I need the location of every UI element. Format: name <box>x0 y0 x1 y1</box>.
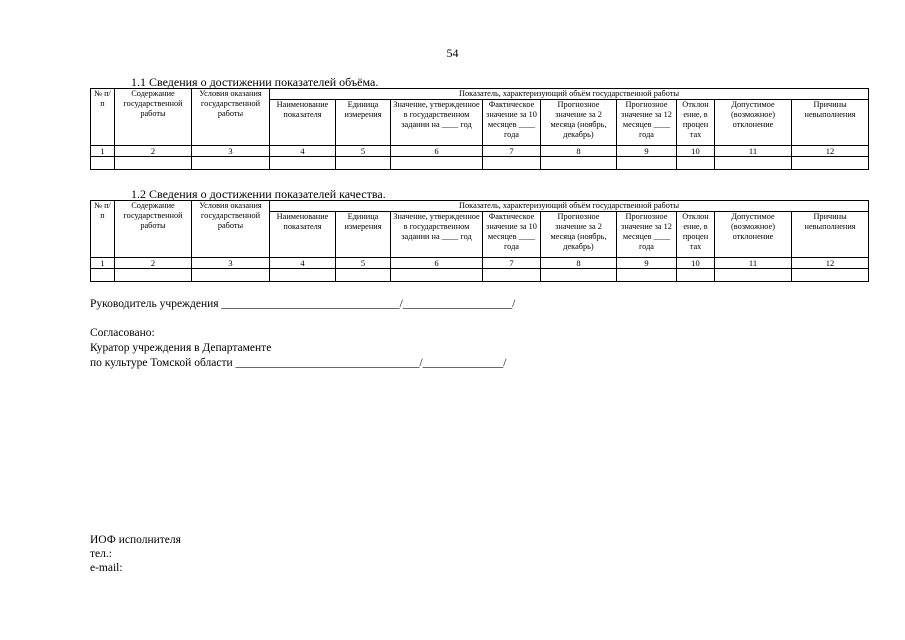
header-indicator-name: Наименование показателя <box>270 212 336 258</box>
column-number: 2 <box>115 258 192 269</box>
column-number: 7 <box>483 258 541 269</box>
column-number: 11 <box>715 146 792 157</box>
header-unit: Единица измерения <box>336 212 391 258</box>
volume-indicators-table <box>90 88 869 170</box>
column-number: 6 <box>391 258 483 269</box>
column-number: 1 <box>91 258 115 269</box>
header-forecast-12-months: Прогнозное значение за 12 месяцев ____ года <box>617 212 677 258</box>
column-number: 12 <box>792 258 869 269</box>
header-indicator-group: Показатель, характеризующий объём государственной работы <box>270 201 869 212</box>
column-number: 10 <box>677 258 715 269</box>
header-work-content: Содержание государственной работы <box>115 201 192 258</box>
header-indicator-group: Показатель, характеризующий объём государственной работы <box>270 89 869 100</box>
column-number: 3 <box>192 146 270 157</box>
header-number: № п/п <box>91 89 115 146</box>
header-work-content: Содержание государственной работы <box>115 89 192 146</box>
header-allowed-deviation: Допустимое (возможное) отклонение <box>715 100 792 146</box>
column-number: 5 <box>336 146 391 157</box>
column-number: 4 <box>270 258 336 269</box>
quality-indicators-table <box>90 200 869 282</box>
column-number: 9 <box>617 146 677 157</box>
curator-signature-line: по культуре Томской области ________________________________/______________/ <box>90 357 507 369</box>
table-row <box>91 157 869 170</box>
header-deviation-percent: Отклон ение, в процен тах <box>677 212 715 258</box>
header-actual-10-months: Фактическое значение за 10 месяцев ____ года <box>483 212 541 258</box>
header-conditions: Условия оказания государственной работы <box>192 201 270 258</box>
header-conditions: Условия оказания государственной работы <box>192 89 270 146</box>
column-number: 4 <box>270 146 336 157</box>
header-approved-value: Значение, утвержденное в государственном задании на ____ год <box>391 100 483 146</box>
page-number: 54 <box>446 46 459 60</box>
approval-heading: Согласовано: <box>90 327 155 339</box>
header-approved-value: Значение, утвержденное в государственном задании на ____ год <box>391 212 483 258</box>
section-title-volume: 1.1 Сведения о достижении показателей объёма. <box>131 75 379 89</box>
executor-name: ИОФ исполнителя <box>90 534 181 546</box>
header-deviation-percent: Отклон ение, в процен тах <box>677 100 715 146</box>
header-reasons: Причины невыполнения <box>792 212 869 258</box>
column-number: 3 <box>192 258 270 269</box>
header-number: № п/п <box>91 201 115 258</box>
column-number: 8 <box>541 146 617 157</box>
executor-email: e-mail: <box>90 562 123 574</box>
column-number: 2 <box>115 146 192 157</box>
section-title-quality: 1.2 Сведения о достижении показателей качества. <box>131 187 386 201</box>
column-number: 5 <box>336 258 391 269</box>
header-forecast-2-months: Прогнозное значение за 2 месяца (ноябрь, декабрь) <box>541 100 617 146</box>
header-actual-10-months: Фактическое значение за 10 месяцев ____ года <box>483 100 541 146</box>
curator-line: Куратор учреждения в Департаменте <box>90 342 272 354</box>
header-unit: Единица измерения <box>336 100 391 146</box>
column-number: 1 <box>91 146 115 157</box>
header-reasons: Причины невыполнения <box>792 100 869 146</box>
column-number: 8 <box>541 258 617 269</box>
column-number: 9 <box>617 258 677 269</box>
director-signature-line: Руководитель учреждения _______________________________/___________________/ <box>90 298 516 310</box>
table-row <box>91 269 869 282</box>
header-allowed-deviation: Допустимое (возможное) отклонение <box>715 212 792 258</box>
executor-phone: тел.: <box>90 548 112 560</box>
header-indicator-name: Наименование показателя <box>270 100 336 146</box>
column-number: 12 <box>792 146 869 157</box>
header-forecast-12-months: Прогнозное значение за 12 месяцев ____ года <box>617 100 677 146</box>
header-forecast-2-months: Прогнозное значение за 2 месяца (ноябрь, декабрь) <box>541 212 617 258</box>
column-number: 6 <box>391 146 483 157</box>
column-number: 11 <box>715 258 792 269</box>
column-number: 7 <box>483 146 541 157</box>
column-number: 10 <box>677 146 715 157</box>
